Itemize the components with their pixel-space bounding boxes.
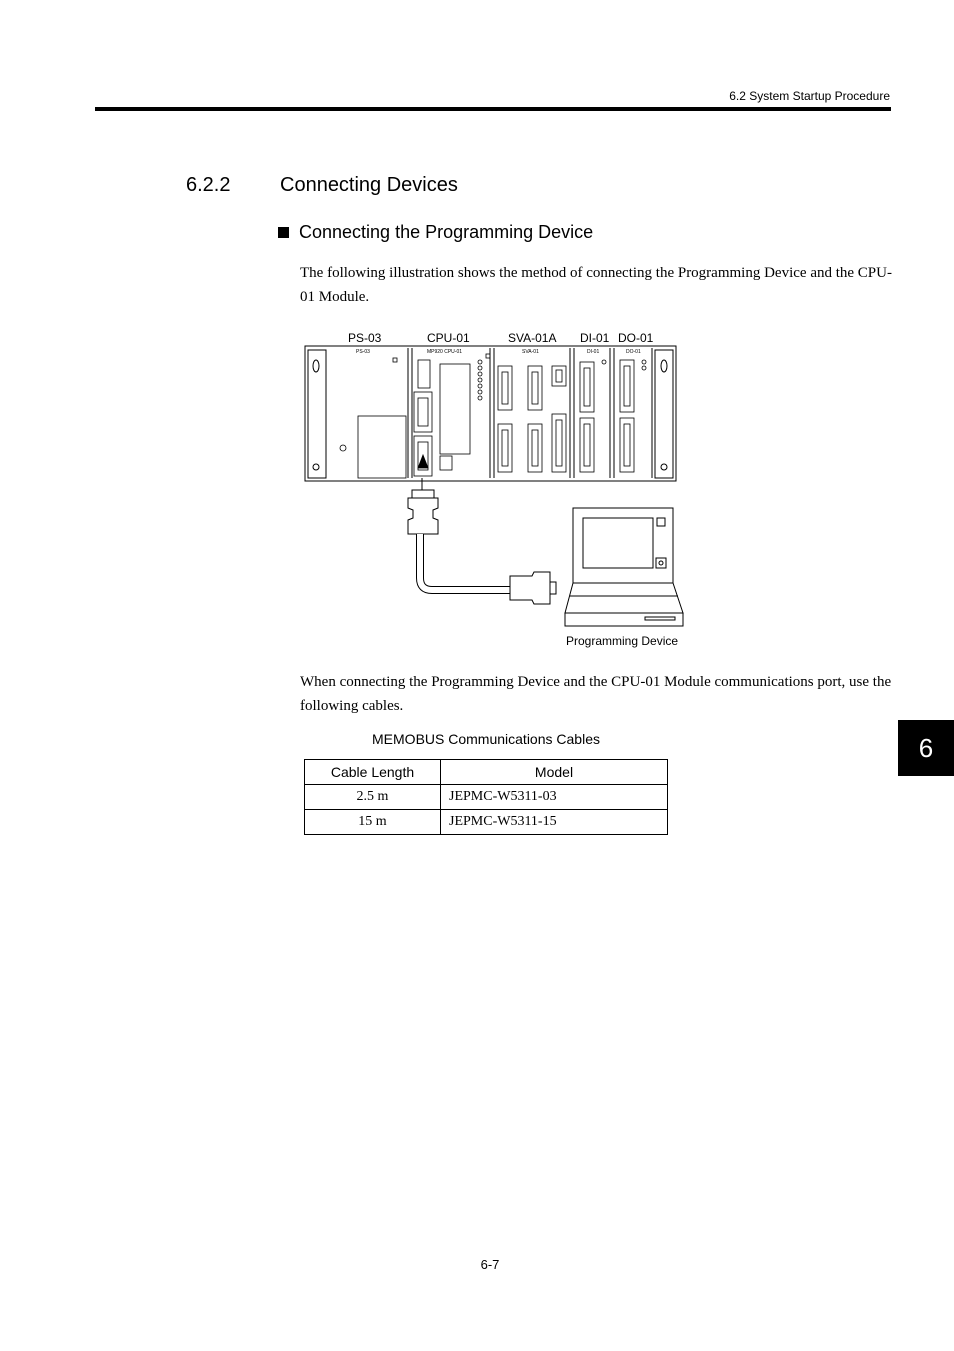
programming-device-caption: Programming Device [566, 634, 679, 648]
square-bullet-icon [278, 227, 289, 238]
ps03-module [340, 358, 406, 478]
laptop-icon [565, 508, 683, 626]
label-ps03: PS-03 [348, 331, 382, 345]
cell-model: JEPMC-W5311-15 [441, 810, 668, 835]
sva01-module [498, 366, 566, 472]
table-row [305, 785, 668, 810]
table-row [305, 810, 668, 835]
section-title: Connecting Devices [280, 174, 458, 196]
chapter-tab: 6 [898, 720, 954, 776]
cell-length: 15 m [305, 810, 441, 835]
panel-label-do01: DO-01 [626, 349, 641, 355]
panel-label-cpu01: MP920 CPU-01 [427, 349, 463, 355]
cpu01-module [414, 354, 490, 476]
section-number: 6.2.2 [186, 174, 231, 196]
panel-label-ps03: PS-03 [356, 349, 370, 355]
do01-module [620, 360, 646, 472]
page-number: 6-7 [480, 1257, 500, 1272]
connection-figure [300, 328, 690, 653]
panel-label-di01: DI-01 [587, 349, 600, 355]
header-rule [95, 107, 891, 111]
memobus-cable [408, 478, 556, 604]
table-caption: MEMOBUS Communications Cables [372, 731, 600, 747]
label-do01: DO-01 [618, 331, 654, 345]
label-sva01a: SVA-01A [508, 331, 557, 345]
label-di01: DI-01 [580, 331, 610, 345]
intro-paragraph: The following illustration shows the method of connecting the Programming Device and the CPU-01 Module. [300, 265, 892, 305]
running-header: 6.2 System Startup Procedure [729, 89, 890, 103]
cell-model: JEPMC-W5311-03 [441, 785, 668, 810]
subsection-heading [278, 222, 593, 243]
cell-length: 2.5 m [305, 785, 441, 810]
table-header-row [305, 760, 668, 785]
cable-table [304, 759, 668, 835]
di01-module [580, 360, 606, 472]
panel-label-sva01: SVA-01 [522, 349, 539, 355]
cable-paragraph: When connecting the Programming Device and the CPU-01 Module communications port, use the following cables. [300, 674, 892, 714]
subsection-title: Connecting the Programming Device [299, 222, 594, 242]
header-cable-length: Cable Length [305, 760, 441, 785]
header-model: Model [441, 760, 668, 785]
label-cpu01: CPU-01 [427, 331, 470, 345]
